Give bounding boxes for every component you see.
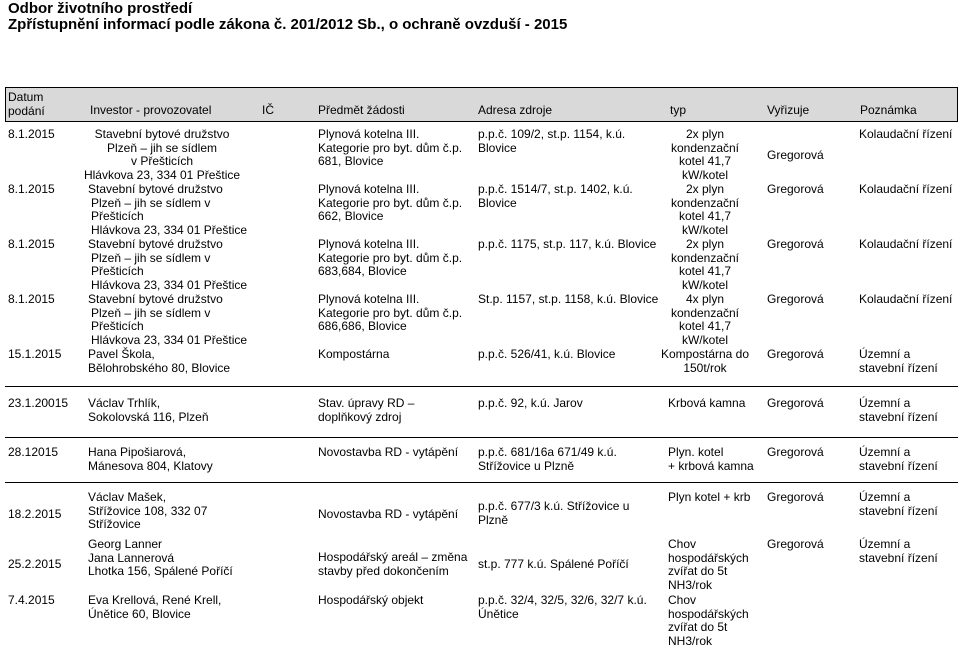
- row-2-vyrizuje: Gregorová: [767, 182, 824, 196]
- column-header-poznamka: Poznámka: [860, 103, 917, 117]
- row-1-vyrizuje: Gregorová: [767, 148, 824, 162]
- row-4-adresa: St.p. 1157, st.p. 1158, k.ú. Blovice: [478, 292, 659, 306]
- row-7-vyrizuje: Gregorová: [767, 445, 824, 459]
- row-10-predmet: Hospodářský objekt: [318, 593, 424, 607]
- row-3-investor: Stavební bytové družstvo Plzeň – jih se sídlem v Přešticích Hlávkova 23, 334 01 Přeštice: [88, 237, 248, 292]
- row-2-investor: Stavební bytové družstvo Plzeň – jih se sídlem v Přešticích Hlávkova 23, 334 01 Přeštice: [88, 182, 248, 237]
- row-3-poznamka: Kolaudační řízení: [859, 237, 953, 251]
- divider-after-row-7: [5, 482, 958, 483]
- row-6-investor: Václav Trhlík, Sokolovská 116, Plzeň: [88, 396, 209, 424]
- header-bottom-border: [5, 121, 958, 122]
- row-4-poznamka: Kolaudační řízení: [859, 292, 953, 306]
- row-5-predmet: Kompostárna: [318, 347, 390, 361]
- column-header-predmet: Předmět žádosti: [318, 103, 405, 117]
- row-1-datum: 8.1.2015: [8, 127, 55, 141]
- row-9-typ: Chov hospodářských zvířat do 5t NH3/rok: [668, 537, 749, 592]
- row-4-investor: Stavební bytové družstvo Plzeň – jih se sídlem v Přešticích Hlávkova 23, 334 01 Přeštice: [88, 292, 248, 347]
- row-2-adresa: p.p.č. 1514/7, st.p. 1402, k.ú. Blovice: [478, 182, 633, 210]
- row-6-typ: Krbová kamna: [668, 396, 746, 410]
- row-1-poznamka: Kolaudační řízení: [859, 127, 953, 141]
- row-5-vyrizuje: Gregorová: [767, 347, 824, 361]
- row-1-adresa: p.p.č. 109/2, st.p. 1154, k.ú. Blovice: [478, 127, 626, 155]
- row-10-investor: Eva Krellová, René Krell, Únětice 60, Blovice: [88, 593, 222, 621]
- row-6-predmet: Stav. úpravy RD – doplňkový zdroj: [318, 396, 415, 424]
- row-9-investor: Georg Lanner Jana Lannerová Lhotka 156, Spálené Poříčí: [88, 537, 233, 578]
- row-5-typ: Kompostárna do 150t/rok: [660, 347, 750, 375]
- row-5-investor: Pavel Škola, Bělohrobského 80, Blovice: [88, 347, 231, 375]
- column-header-datum: Datum podání: [8, 90, 45, 118]
- row-1-predmet: Plynová kotelna III. Kategorie pro byt. dům č.p. 681, Blovice: [318, 127, 463, 168]
- column-header-vyrizuje: Vyřizuje: [767, 103, 810, 117]
- row-5-adresa: p.p.č. 526/41, k.ú. Blovice: [478, 347, 616, 361]
- row-7-typ: Plyn. kotel + krbová kamna: [668, 445, 754, 473]
- divider-after-row-6: [5, 437, 958, 438]
- row-7-investor: Hana Pipošiarová, Mánesova 804, Klatovy: [88, 445, 213, 473]
- row-9-vyrizuje: Gregorová: [767, 537, 824, 551]
- row-6-poznamka: Územní a stavební řízení: [859, 396, 938, 424]
- row-1-typ: 2x plyn kondenzační kotel 41,7 kW/kotel: [670, 127, 740, 182]
- row-7-datum: 28.12015: [8, 445, 59, 459]
- row-3-adresa: p.p.č. 1175, st.p. 117, k.ú. Blovice: [478, 237, 657, 251]
- row-6-vyrizuje: Gregorová: [767, 396, 824, 410]
- row-9-predmet: Hospodářský areál – změna stavby před dokončením: [318, 550, 468, 578]
- row-3-datum: 8.1.2015: [8, 237, 55, 251]
- table-top-border: [5, 87, 958, 88]
- row-10-adresa: p.p.č. 32/4, 32/5, 32/6, 32/7 k.ú. Únětice: [478, 593, 647, 621]
- row-2-predmet: Plynová kotelna III. Kategorie pro byt. dům č.p. 662, Blovice: [318, 182, 463, 223]
- column-header-adresa: Adresa zdroje: [478, 103, 553, 117]
- row-5-poznamka: Územní a stavební řízení: [859, 347, 938, 375]
- row-1-investor: Stavební bytové družstvo Plzeň – jih se sídlem v Přešticích Hlávkova 23, 334 01 Přeštice: [83, 127, 241, 182]
- row-3-typ: 2x plyn kondenzační kotel 41,7 kW/kotel: [670, 237, 740, 292]
- column-header-ic: IČ: [262, 103, 274, 117]
- table-right-border: [957, 87, 958, 122]
- row-8-investor: Václav Mašek, Střížovice 108, 332 07 Střížovice: [88, 490, 208, 531]
- row-2-typ: 2x plyn kondenzační kotel 41,7 kW/kotel: [670, 182, 740, 237]
- row-4-predmet: Plynová kotelna III. Kategorie pro byt. dům č.p. 686,686, Blovice: [318, 292, 463, 333]
- row-4-vyrizuje: Gregorová: [767, 292, 824, 306]
- header-title: Zpřístupnění informací podle zákona č. 201/2012 Sb., o ochraně ovzduší - 2015: [8, 16, 568, 33]
- row-8-adresa: p.p.č. 677/3 k.ú. Střížovice u Plzně: [478, 499, 630, 527]
- row-8-predmet: Novostavba RD - vytápění: [318, 507, 459, 521]
- row-6-adresa: p.p.č. 92, k.ú. Jarov: [478, 396, 583, 410]
- row-10-typ: Chov hospodářských zvířat do 5t NH3/rok: [668, 593, 749, 648]
- row-5-datum: 15.1.2015: [8, 347, 62, 361]
- row-7-adresa: p.p.č. 681/16a 671/49 k.ú. Střížovice u Plzně: [478, 445, 617, 473]
- row-9-datum: 25.2.2015: [8, 557, 62, 571]
- table-left-border: [5, 87, 6, 122]
- row-8-vyrizuje: Gregorová: [767, 490, 824, 504]
- divider-after-row-5: [5, 386, 958, 387]
- row-7-predmet: Novostavba RD - vytápění: [318, 445, 459, 459]
- row-3-predmet: Plynová kotelna III. Kategorie pro byt. dům č.p. 683,684, Blovice: [318, 237, 463, 278]
- row-8-poznamka: Územní a stavební řízení: [859, 490, 938, 518]
- row-2-datum: 8.1.2015: [8, 182, 55, 196]
- row-9-poznamka: Územní a stavební řízení: [859, 537, 938, 565]
- header-department: Odbor životního prostředí: [8, 0, 193, 17]
- row-8-typ: Plyn kotel + krb: [668, 490, 751, 504]
- row-3-vyrizuje: Gregorová: [767, 237, 824, 251]
- row-4-datum: 8.1.2015: [8, 292, 55, 306]
- row-6-datum: 23.1.20015: [8, 396, 69, 410]
- column-header-investor: Investor - provozovatel: [90, 103, 212, 117]
- row-9-adresa: st.p. 777 k.ú. Spálené Poříčí: [478, 557, 629, 571]
- column-header-typ: typ: [670, 103, 687, 117]
- row-8-datum: 18.2.2015: [8, 507, 62, 521]
- row-7-poznamka: Územní a stavební řízení: [859, 445, 938, 473]
- row-10-datum: 7.4.2015: [8, 593, 55, 607]
- row-4-typ: 4x plyn kondenzační kotel 41,7 kW/kotel: [670, 292, 740, 347]
- row-2-poznamka: Kolaudační řízení: [859, 182, 953, 196]
